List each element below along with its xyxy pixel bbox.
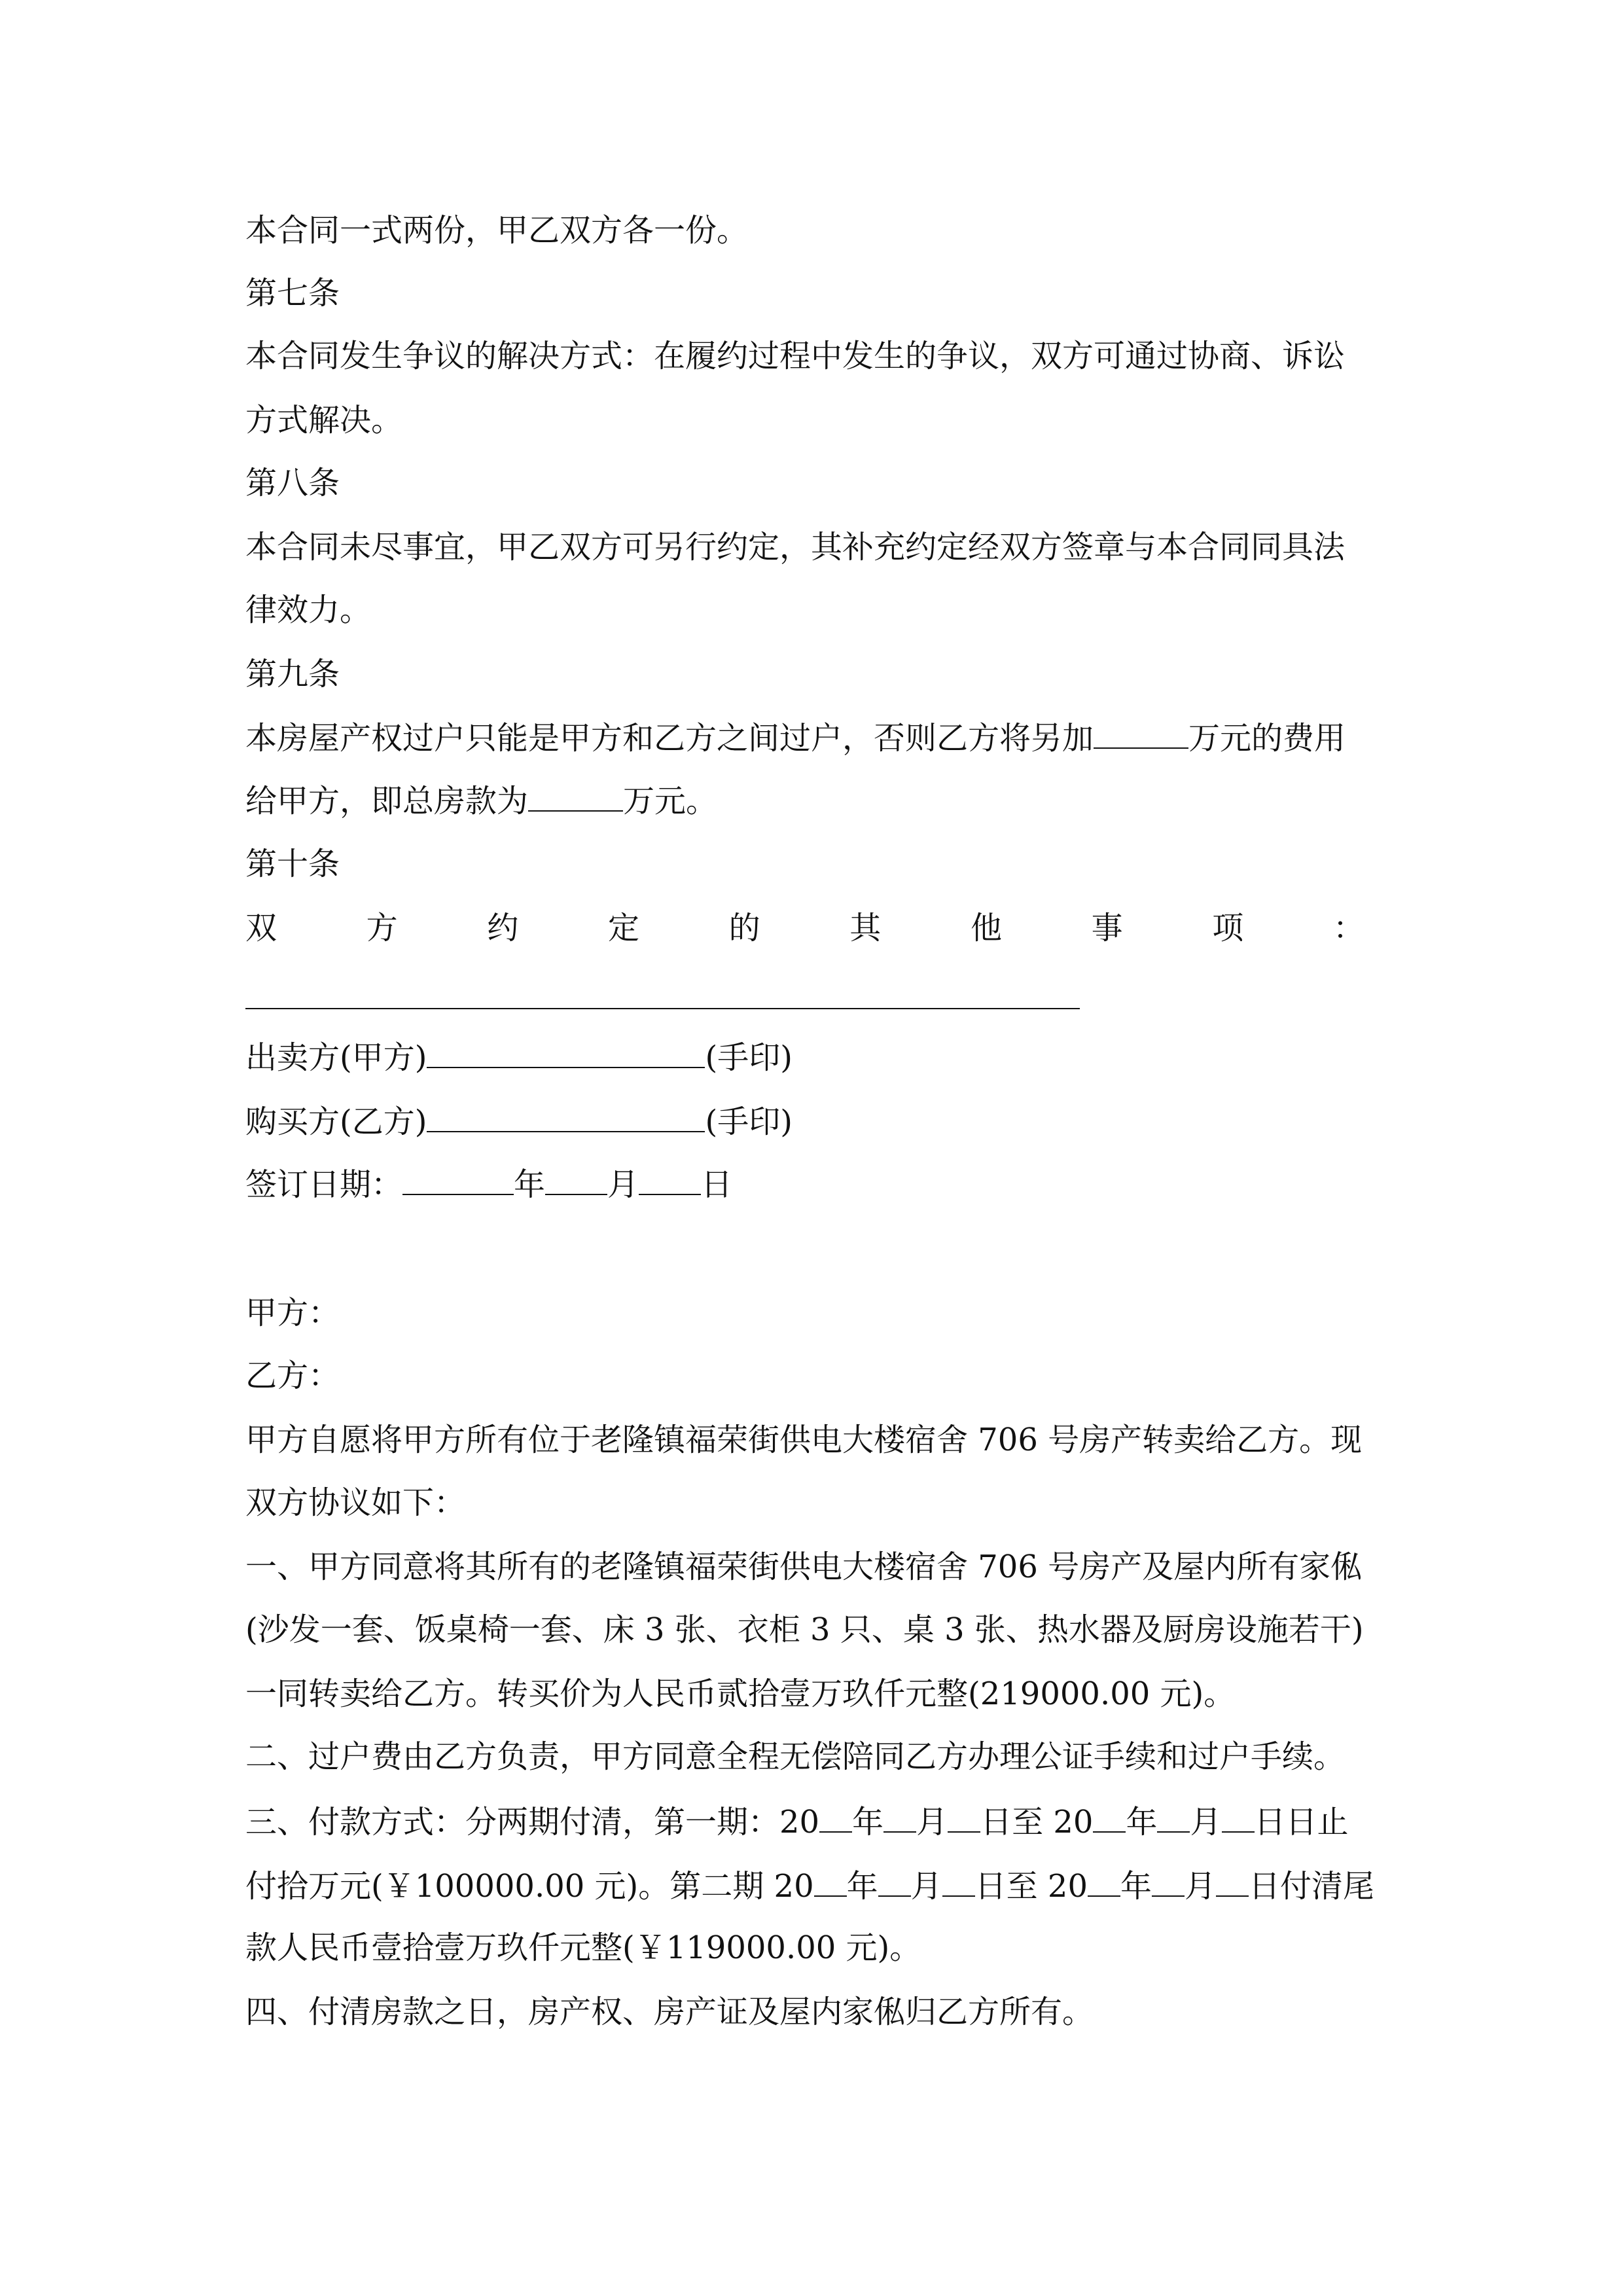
month-blank (545, 1164, 607, 1195)
date-blank (814, 1865, 847, 1897)
article-10-char: 他 (970, 910, 1002, 946)
signing-date-label: 签订日期： (245, 1166, 403, 1203)
buyer-signature-line (245, 1101, 793, 1141)
article-9-text-c: 给甲方，即总房款为 (245, 783, 529, 819)
day-label: 日 (701, 1166, 733, 1203)
item-3-text: 付拾万元(￥100000.00 元)。第二期 20 (245, 1868, 814, 1905)
date-blank (1216, 1865, 1249, 1897)
month-label: 月 (910, 1868, 942, 1905)
year-blank (402, 1164, 514, 1195)
party-a-label: 甲方： (245, 1295, 340, 1331)
article-10-char: 双 (245, 910, 277, 946)
year-label: 年 (846, 1868, 878, 1905)
signing-date-line (245, 1164, 732, 1204)
buyer-signature-blank (427, 1101, 705, 1132)
date-blank (1088, 1865, 1120, 1897)
intro-line-2: 双方协议如下： (245, 1484, 466, 1521)
seller-signature-line (245, 1037, 793, 1077)
item-4-line-1: 四、付清房款之日，房产权、房产证及屋内家俬归乙方所有。 (245, 1994, 1094, 2030)
intro-line-1: 甲方自愿将甲方所有位于老隆镇福荣街供电大楼宿舍 706 号房产转卖给乙方。现 (245, 1422, 1363, 1458)
date-blank (883, 1801, 916, 1833)
item-3-line-1 (245, 1801, 1349, 1842)
article-8-line-1: 本合同未尽事宜，甲乙双方可另行约定，其补充约定经双方签章与本合同同具法 (245, 529, 1346, 565)
date-blank (819, 1801, 852, 1833)
seller-signature-blank (427, 1037, 705, 1068)
article-10-char: 定 (607, 910, 639, 946)
item-1-line-1: 一、甲方同意将其所有的老隆镇福荣街供电大楼宿舍 706 号房产及屋内所有家俬 (245, 1549, 1363, 1585)
year-label: 年 (514, 1166, 546, 1203)
article-10-char: 的 (728, 910, 760, 946)
extra-fee-blank (1094, 717, 1188, 749)
article-10-other-matters (245, 908, 1364, 948)
date-blank (1152, 1865, 1185, 1897)
copies-clause: 本合同一式两份，甲乙双方各一份。 (245, 212, 749, 249)
buyer-label: 购买方(乙方) (245, 1103, 427, 1140)
buyer-fingerprint-label: (手印) (705, 1103, 793, 1140)
total-price-blank (528, 780, 623, 812)
item-2-line-1: 二、过户费由乙方负责，甲方同意全程无偿陪同乙方办理公证手续和过户手续。 (245, 1738, 1346, 1775)
date-blank (1093, 1801, 1126, 1833)
article-8-line-2: 律效力。 (245, 592, 372, 628)
article-9-line-2 (245, 780, 717, 821)
article-10-char: 事 (1091, 910, 1123, 946)
month-label: 月 (1190, 1804, 1222, 1840)
article-10-char: 约 (487, 910, 519, 946)
item-3-text: 日至 20 (980, 1804, 1094, 1840)
year-label: 年 (1120, 1868, 1152, 1905)
article-10-char: 其 (849, 910, 882, 946)
article-9-text-a: 本房屋产权过户只能是甲方和乙方之间过户，否则乙方将另加 (245, 720, 1094, 757)
month-label: 月 (1185, 1868, 1217, 1905)
date-blank (948, 1801, 980, 1833)
article-9-text-b: 万元的费用 (1188, 720, 1346, 757)
date-blank (942, 1865, 975, 1897)
date-blank (878, 1865, 911, 1897)
date-blank (1222, 1801, 1255, 1833)
party-b-label: 乙方： (245, 1357, 340, 1394)
item-3-text: 日至 20 (974, 1868, 1088, 1905)
year-label: 年 (1126, 1804, 1158, 1840)
seller-fingerprint-label: (手印) (705, 1039, 793, 1076)
item-1-line-2: (沙发一套、饭桌椅一套、床 3 张、衣柜 3 只、桌 3 张、热水器及厨房设施若干) (245, 1611, 1364, 1648)
item-1-line-3: 一同转卖给乙方。转买价为人民币贰拾壹万玖仟元整(219000.00 元)。 (245, 1676, 1236, 1712)
date-blank (1157, 1801, 1190, 1833)
article-7-line-1: 本合同发生争议的解决方式：在履约过程中发生的争议，双方可通过协商、诉讼 (245, 338, 1346, 374)
article-10-char: 方 (366, 910, 398, 946)
article-10-char: ： (1332, 910, 1364, 946)
item-3-text: 日日止 (1254, 1804, 1349, 1840)
month-label: 月 (607, 1166, 639, 1203)
article-10-title: 第十条 (245, 846, 340, 882)
item-3-line-2 (245, 1865, 1374, 1906)
article-9-line-1 (245, 717, 1346, 758)
other-matters-blank-line (245, 1008, 1080, 1009)
article-10-char: 项 (1212, 910, 1244, 946)
article-9-title: 第九条 (245, 656, 340, 692)
month-label: 月 (916, 1804, 948, 1840)
article-7-line-2: 方式解决。 (245, 402, 403, 439)
article-9-text-d: 万元。 (623, 783, 718, 819)
article-7-title: 第七条 (245, 275, 340, 312)
item-3-text: 三、付款方式：分两期付清，第一期：20 (245, 1804, 820, 1840)
article-8-title: 第八条 (245, 465, 340, 501)
seller-label: 出卖方(甲方) (245, 1039, 427, 1076)
item-3-text: 日付清尾 (1249, 1868, 1375, 1905)
day-blank (639, 1164, 701, 1195)
item-3-line-3: 款人民币壹拾壹万玖仟元整(￥119000.00 元)。 (245, 1929, 921, 1966)
year-label: 年 (852, 1804, 884, 1840)
